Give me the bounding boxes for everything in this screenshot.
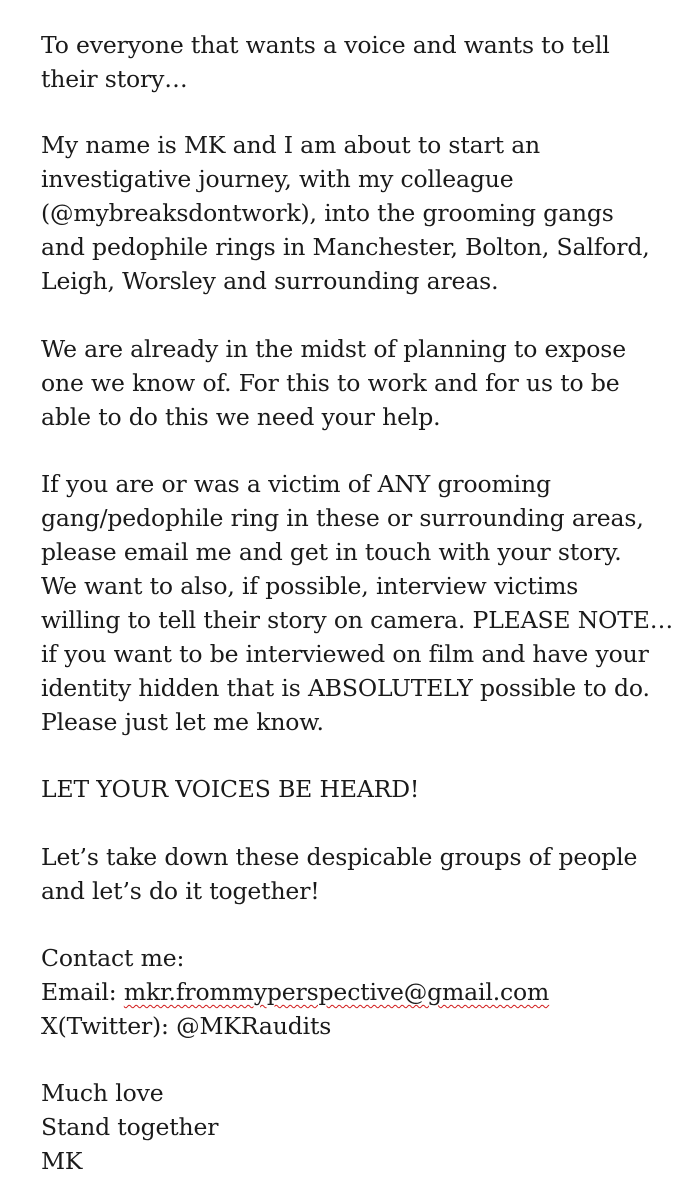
intro-line-2: their story… (41, 65, 188, 93)
email-label: Email: (41, 978, 124, 1006)
paragraph-1-line-4: and pedophile rings in Manchester, Bolton, Salford, (41, 233, 650, 261)
signoff-line-2: Stand together (41, 1113, 219, 1141)
rallying-cry: LET YOUR VOICES BE HEARD! (41, 775, 420, 803)
paragraph-3-line-4: We want to also, if possible, interview victims (41, 572, 579, 600)
email-address-link[interactable]: mkr.frommyperspective@gmail.com (123, 978, 550, 1006)
paragraph-2-line-3: able to do this we need your help. (41, 403, 441, 431)
signoff-line-3: MK (41, 1147, 83, 1175)
paragraph-1-line-1: My name is MK and I am about to start an (41, 131, 541, 159)
paragraph-2-line-1: We are already in the midst of planning to expose (41, 335, 626, 363)
paragraph-2-line-2: one we know of. For this to work and for us to be (41, 369, 620, 397)
contact-email-line (41, 975, 549, 1009)
intro-line-1: To everyone that wants a voice and wants to tell (41, 31, 610, 59)
paragraph-3-line-2: gang/pedophile ring in these or surrounding areas, (41, 504, 644, 532)
signoff-line-1: Much love (41, 1079, 164, 1107)
paragraph-3-line-3: please email me and get in touch with your story. (41, 538, 622, 566)
paragraph-1-line-3: (@mybreaksdontwork), into the grooming gangs (41, 199, 614, 227)
paragraph-1-line-2: investigative journey, with my colleague (41, 165, 514, 193)
paragraph-3-line-7: identity hidden that is ABSOLUTELY possible to do. (41, 674, 650, 702)
paragraph-3-line-5: willing to tell their story on camera. PLEASE NOTE… (41, 606, 674, 634)
paragraph-3-line-6: if you want to be interviewed on film and have your (41, 640, 649, 668)
contact-heading: Contact me: (41, 944, 185, 972)
paragraph-3-line-8: Please just let me know. (41, 708, 324, 736)
contact-twitter-line: X(Twitter): @MKRaudits (41, 1012, 332, 1040)
paragraph-3-line-1: If you are or was a victim of ANY grooming (41, 470, 551, 498)
paragraph-4-line-2: and let’s do it together! (41, 877, 320, 905)
paragraph-1-line-5: Leigh, Worsley and surrounding areas. (41, 267, 499, 295)
paragraph-4-line-1: Let’s take down these despicable groups of people (41, 843, 638, 871)
